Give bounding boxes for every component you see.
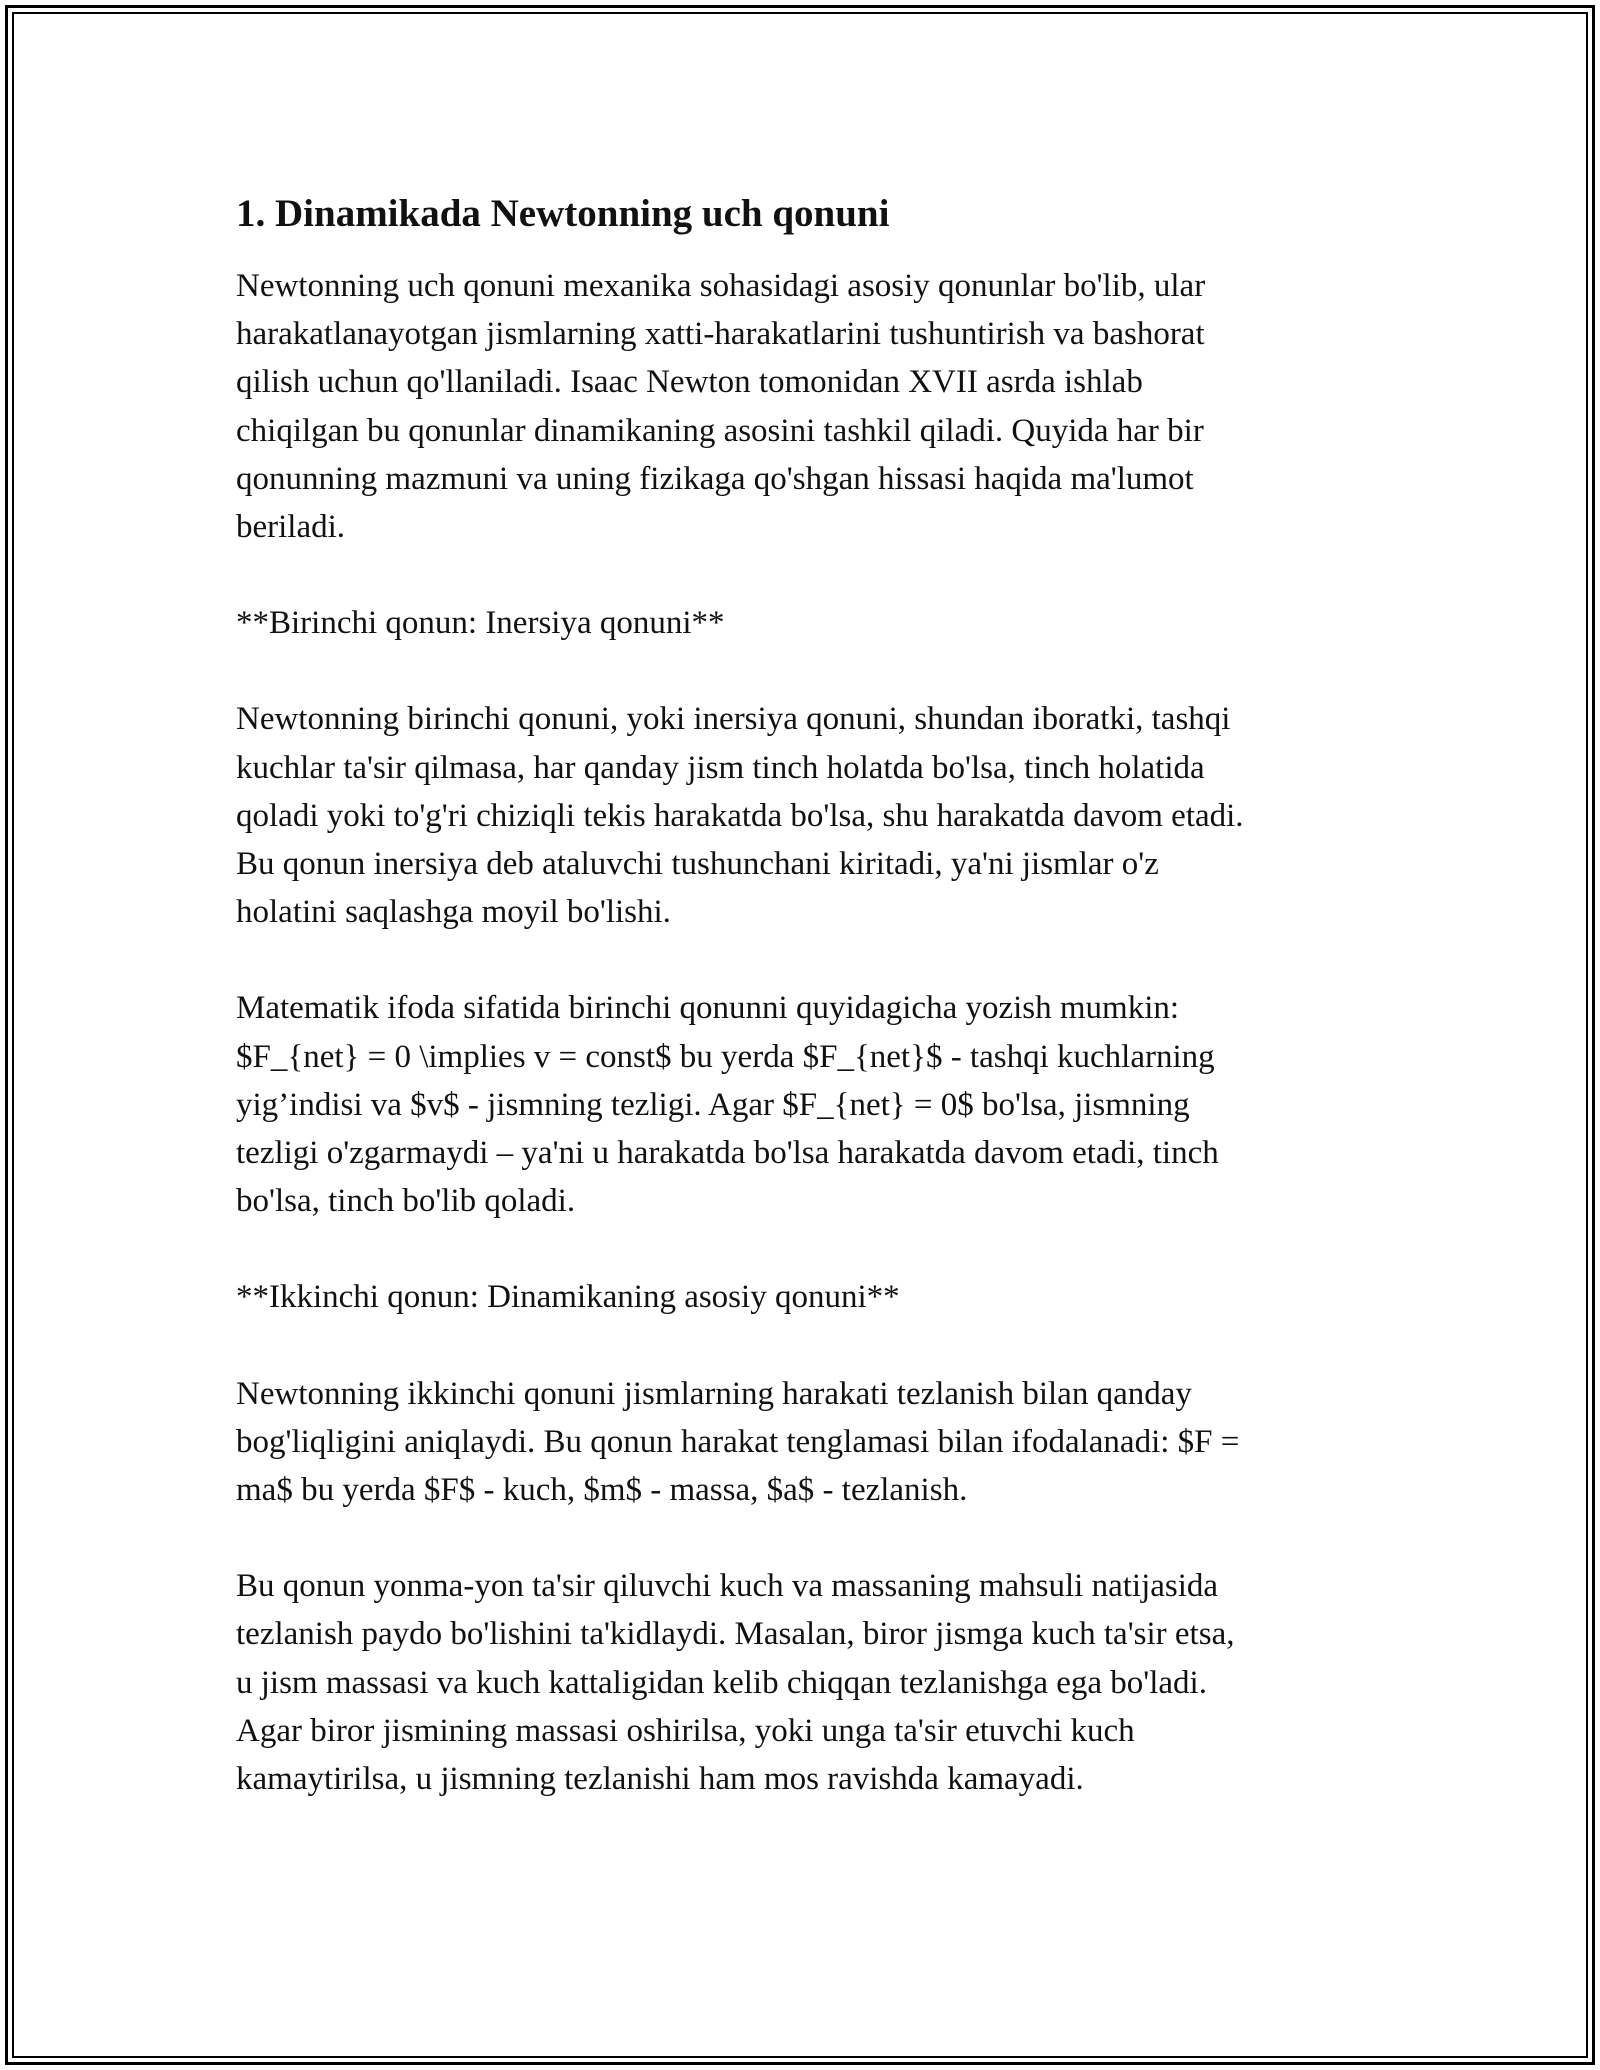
text-line: harakatlanayotgan jismlarning xatti-harakatlarini tushuntirish va bashorat [236,316,1205,353]
text-line: qilish uchun qo'llaniladi. Isaac Newton tomonidan XVII asrda ishlab [236,364,1143,401]
text-line: Agar biror jismining massasi oshirilsa, yoki unga ta'sir etuvchi kuch [236,1712,1135,1749]
text-line: **Birinchi qonun: Inersiya qonuni** [236,605,725,642]
paragraph-first-law [236,695,1366,936]
text-line: u jism massasi va kuch kattaligidan kelib chiqqan tezlanishga ega bo'ladi. [236,1664,1207,1701]
text-line: ma$ bu yerda $F$ - kuch, $m$ - massa, $a$ - tezlanish. [236,1472,968,1509]
subheading-first-law [236,599,1366,647]
document-body [236,188,1366,1803]
text-line: $F_{net} = 0 \implies v = const$ bu yerda $F_{net}$ - tashqi kuchlarning [236,1038,1215,1075]
text-line: holatini saqlashga moyil bo'lishi. [236,894,671,931]
text-line: **Ikkinchi qonun: Dinamikaning asosiy qonuni** [236,1279,900,1316]
paragraph-second-law-explanation [236,1562,1366,1803]
text-line: bog'liqligini aniqlaydi. Bu qonun harakat tenglamasi bilan ifodalanadi: $F = [236,1423,1240,1460]
text-line: tezlanish paydo bo'lishini ta'kidlaydi. Masalan, biror jismga kuch ta'sir etsa, [236,1616,1235,1653]
text-line: Newtonning ikkinchi qonuni jismlarning harakati tezlanish bilan qanday [236,1375,1192,1412]
text-line: bo'lsa, tinch bo'lib qoladi. [236,1183,576,1220]
text-line: Newtonning birinchi qonuni, yoki inersiya qonuni, shundan iboratki, tashqi [236,701,1231,738]
subheading-second-law [236,1273,1366,1321]
text-line: tezligi o'zgarmaydi – ya'ni u harakatda bo'lsa harakatda davom etadi, tinch [236,1135,1219,1172]
text-line: beriladi. [236,509,346,546]
text-line: qonunning mazmuni va uning fizikaga qo'shgan hissasi haqida ma'lumot [236,460,1194,497]
text-line: Newtonning uch qonuni mexanika sohasidagi asosiy qonunlar bo'lib, ular [236,268,1206,304]
paragraph-intro [236,262,1366,551]
paragraph-first-law-formula [236,984,1366,1225]
text-line: Bu qonun inersiya deb ataluvchi tushunchani kiritadi, ya'ni jismlar o'z [236,846,1159,883]
text-line: yig’indisi va $v$ - jismning tezligi. Agar $F_{net} = 0$ bo'lsa, jismning [236,1086,1190,1123]
section-title: 1. Dinamikada Newtonning uch qonuni [236,192,890,235]
text-line: Matematik ifoda sifatida birinchi qonunni quyidagicha yozish mumkin: [236,990,1180,1027]
text-line: kamaytirilsa, u jismning tezlanishi ham mos ravishda kamayadi. [236,1761,1084,1798]
text-line: kuchlar ta'sir qilmasa, har qanday jism tinch holatda bo'lsa, tinch holatida [236,749,1205,786]
text-line: chiqilgan bu qonunlar dinamikaning asosini tashkil qiladi. Quyida har bir [236,412,1204,449]
text-line: Bu qonun yonma-yon ta'sir qiluvchi kuch va massaning mahsuli natijasida [236,1568,1219,1605]
paragraph-second-law [236,1370,1366,1515]
text-line: qoladi yoki to'g'ri chiziqli tekis harakatda bo'lsa, shu harakatda davom etadi. [236,797,1244,834]
